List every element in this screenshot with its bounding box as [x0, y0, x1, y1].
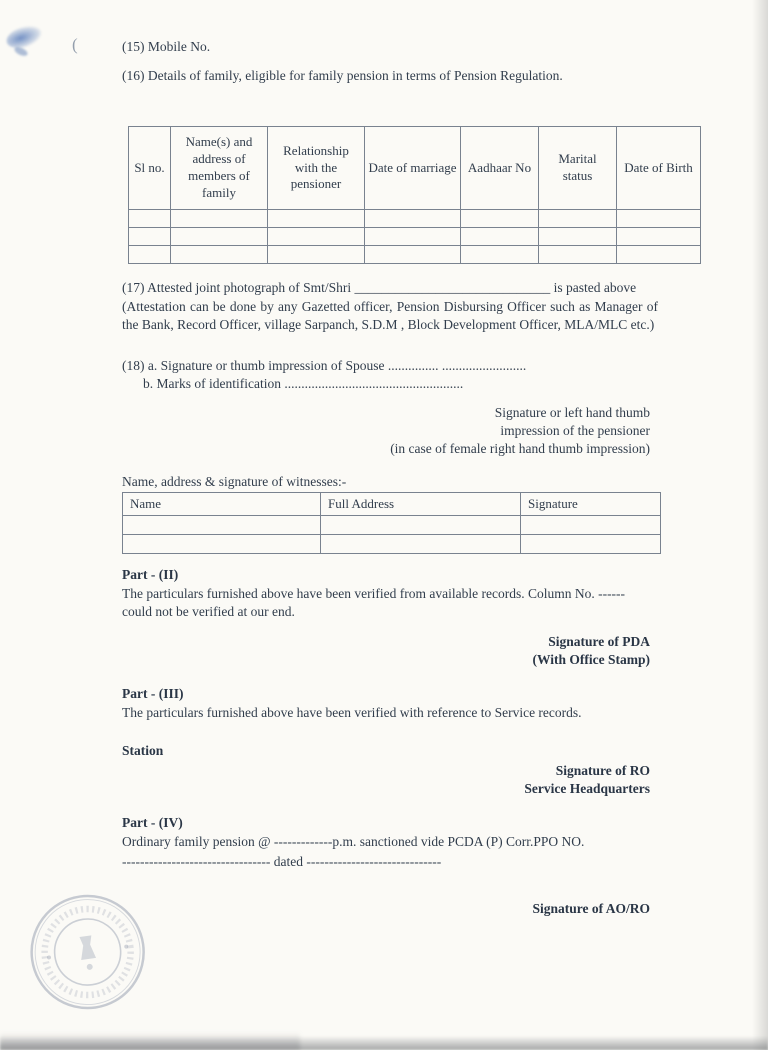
- table-cell: [129, 210, 171, 228]
- attestation-note: (Attestation can be done by any Gazetted officer, Pension Disbursing Officer such as Manager of the Bank, Record Officer, village Sarpanch, S.D.M , Block Development Officer, MLA/MLC etc.): [122, 299, 658, 333]
- pensioner-signature-note: [122, 404, 650, 459]
- table-row: [129, 228, 701, 246]
- scan-edge-bottom: [0, 1036, 768, 1050]
- stray-paren-mark: (: [72, 35, 78, 54]
- table-cell: [123, 515, 321, 534]
- ro-signature-block: [122, 762, 650, 798]
- field-17-photo-attestation: (17) Attested joint photograph of Smt/Shri _____________________________ is pasted above: [122, 280, 637, 295]
- table-cell: [171, 228, 268, 246]
- field-18a-spouse-signature: (18) a. Signature or thumb impression of Spouse ............... .........................: [122, 358, 527, 373]
- column-header-name: Name: [123, 493, 321, 516]
- table-cell: [321, 515, 521, 534]
- station-label: Station: [122, 743, 164, 758]
- pda-signature-line2: (With Office Stamp): [532, 652, 650, 668]
- table-cell: [171, 210, 268, 228]
- table-cell: [365, 210, 461, 228]
- table-cell: [539, 210, 617, 228]
- table-row: [123, 534, 661, 553]
- part-4-body-line2: --------------------------------- dated ------------------------------: [122, 854, 442, 869]
- part-4-heading: Part - (IV): [122, 815, 183, 830]
- part-3-heading: Part - (III): [122, 686, 184, 701]
- scan-edge-right: [752, 0, 768, 1050]
- table-cell: [521, 515, 661, 534]
- witness-table-header-row: [123, 493, 661, 516]
- ink-smudge-small: [13, 45, 29, 57]
- pensioner-signature-line3: (in case of female right hand thumb impression): [390, 441, 650, 457]
- table-cell: [129, 246, 171, 264]
- office-stamp-graphic: [15, 880, 160, 1025]
- table-cell: [129, 228, 171, 246]
- table-cell: [268, 210, 365, 228]
- column-header-date-of-marriage: Date of marriage: [365, 127, 461, 210]
- field-15-mobile-no: (15) Mobile No.: [122, 39, 211, 54]
- table-cell: [171, 246, 268, 264]
- family-table-header-row: [129, 127, 701, 210]
- column-header-sl-no: Sl no.: [129, 127, 171, 210]
- witnesses-heading: Name, address & signature of witnesses:-: [122, 474, 347, 489]
- column-header-name-address: Name(s) and address of members of family: [171, 127, 268, 210]
- column-header-relationship: Relationship with the pensioner: [268, 127, 365, 210]
- part-4-body-line1: Ordinary family pension @ -------------p.m. sanctioned vide PCDA (P) Corr.PPO NO.: [122, 834, 585, 849]
- column-header-marital-status: Marital status: [539, 127, 617, 210]
- witness-table: [122, 492, 661, 554]
- table-cell: [365, 228, 461, 246]
- pda-signature-block: [122, 633, 650, 669]
- office-stamp: [15, 880, 160, 1030]
- column-header-signature: Signature: [521, 493, 661, 516]
- field-18b-marks-identification: b. Marks of identification .....................................................: [143, 376, 464, 391]
- part-2-heading: Part - (II): [122, 567, 179, 582]
- table-cell: [461, 210, 539, 228]
- pensioner-signature-line1: Signature or left hand thumb: [494, 405, 650, 420]
- column-header-aadhaar-no: Aadhaar No: [461, 127, 539, 210]
- field-16-family-details: (16) Details of family, eligible for family pension in terms of Pension Regulation.: [122, 68, 563, 83]
- family-table: [128, 126, 701, 264]
- table-cell: [539, 246, 617, 264]
- table-cell: [268, 228, 365, 246]
- pensioner-signature-line2: impression of the pensioner: [500, 423, 650, 439]
- table-cell: [123, 534, 321, 553]
- table-cell: [539, 228, 617, 246]
- table-cell: [461, 228, 539, 246]
- table-cell: [365, 246, 461, 264]
- ink-smudge: [4, 22, 44, 52]
- pda-signature-line1: Signature of PDA: [548, 634, 650, 649]
- part-2-body: The particulars furnished above have been verified from available records. Column No. ------could not be verified at our end.: [122, 586, 626, 620]
- table-cell: [321, 534, 521, 553]
- part-3-body: The particulars furnished above have been verified with reference to Service records.: [122, 705, 582, 720]
- table-cell: [617, 210, 701, 228]
- table-cell: [617, 228, 701, 246]
- table-cell: [268, 246, 365, 264]
- ro-signature-line2: Service Headquarters: [524, 781, 650, 797]
- table-row: [123, 515, 661, 534]
- table-row: [129, 246, 701, 264]
- table-cell: [521, 534, 661, 553]
- column-header-date-of-birth: Date of Birth: [617, 127, 701, 210]
- table-cell: [617, 246, 701, 264]
- column-header-full-address: Full Address: [321, 493, 521, 516]
- table-cell: [461, 246, 539, 264]
- table-row: [129, 210, 701, 228]
- ro-signature-line1: Signature of RO: [555, 763, 650, 778]
- ao-ro-signature-block: Signature of AO/RO: [532, 901, 650, 916]
